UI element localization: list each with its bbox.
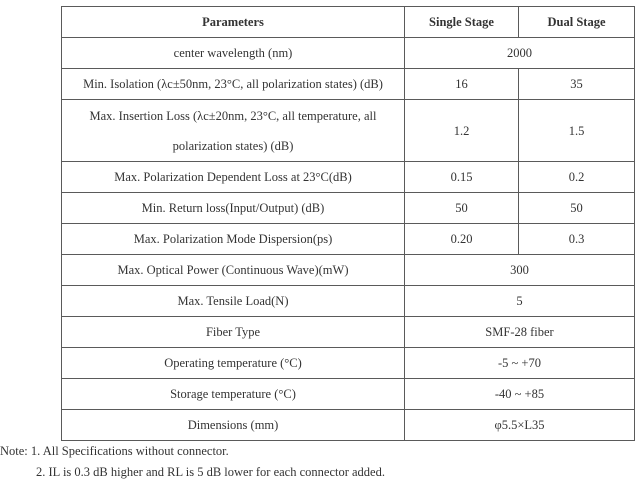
param-cell: Max. Insertion Loss (λc±20nm, 23°C, all temperature, all polarization states) (dB) xyxy=(62,100,405,162)
single-value-cell: 16 xyxy=(405,69,519,100)
dual-value-cell: 1.5 xyxy=(519,100,635,162)
table-row xyxy=(62,410,635,441)
note-line-2: 2. IL is 0.3 dB higher and RL is 5 dB lower for each connector added. xyxy=(36,465,385,479)
single-value-cell: 50 xyxy=(405,193,519,224)
param-cell: Storage temperature (°C) xyxy=(62,379,405,410)
shared-value-cell: φ5.5×L35 xyxy=(405,410,635,441)
shared-value-cell: 5 xyxy=(405,286,635,317)
param-cell: Max. Optical Power (Continuous Wave)(mW) xyxy=(62,255,405,286)
table-row xyxy=(62,255,635,286)
shared-value-cell: -40 ~ +85 xyxy=(405,379,635,410)
param-cell: Operating temperature (°C) xyxy=(62,348,405,379)
note-line-1: Note: 1. All Specifications without connector. xyxy=(0,444,229,458)
header-dual-stage: Dual Stage xyxy=(519,7,635,38)
param-cell: Dimensions (mm) xyxy=(62,410,405,441)
shared-value-cell: 2000 xyxy=(405,38,635,69)
param-cell: Min. Isolation (λc±50nm, 23°C, all polarization states) (dB) xyxy=(62,69,405,100)
table-row xyxy=(62,317,635,348)
table-row xyxy=(62,69,635,100)
dual-value-cell: 0.3 xyxy=(519,224,635,255)
header-parameters: Parameters xyxy=(62,7,405,38)
dual-value-cell: 35 xyxy=(519,69,635,100)
param-cell: Fiber Type xyxy=(62,317,405,348)
table-row xyxy=(62,193,635,224)
param-cell: Max. Tensile Load(N) xyxy=(62,286,405,317)
table-header-row xyxy=(62,7,635,38)
table-row xyxy=(62,100,635,162)
notes-block xyxy=(0,441,385,483)
specifications-table xyxy=(61,6,635,441)
table-row xyxy=(62,286,635,317)
table-row xyxy=(62,224,635,255)
single-value-cell: 1.2 xyxy=(405,100,519,162)
param-cell: center wavelength (nm) xyxy=(62,38,405,69)
single-value-cell: 0.15 xyxy=(405,162,519,193)
table-row xyxy=(62,162,635,193)
param-cell: Min. Return loss(Input/Output) (dB) xyxy=(62,193,405,224)
param-cell: Max. Polarization Mode Dispersion(ps) xyxy=(62,224,405,255)
header-single-stage: Single Stage xyxy=(405,7,519,38)
dual-value-cell: 0.2 xyxy=(519,162,635,193)
table-row xyxy=(62,348,635,379)
table-row xyxy=(62,38,635,69)
shared-value-cell: -5 ~ +70 xyxy=(405,348,635,379)
table-row xyxy=(62,379,635,410)
dual-value-cell: 50 xyxy=(519,193,635,224)
single-value-cell: 0.20 xyxy=(405,224,519,255)
param-cell: Max. Polarization Dependent Loss at 23°C(dB) xyxy=(62,162,405,193)
shared-value-cell: SMF-28 fiber xyxy=(405,317,635,348)
shared-value-cell: 300 xyxy=(405,255,635,286)
